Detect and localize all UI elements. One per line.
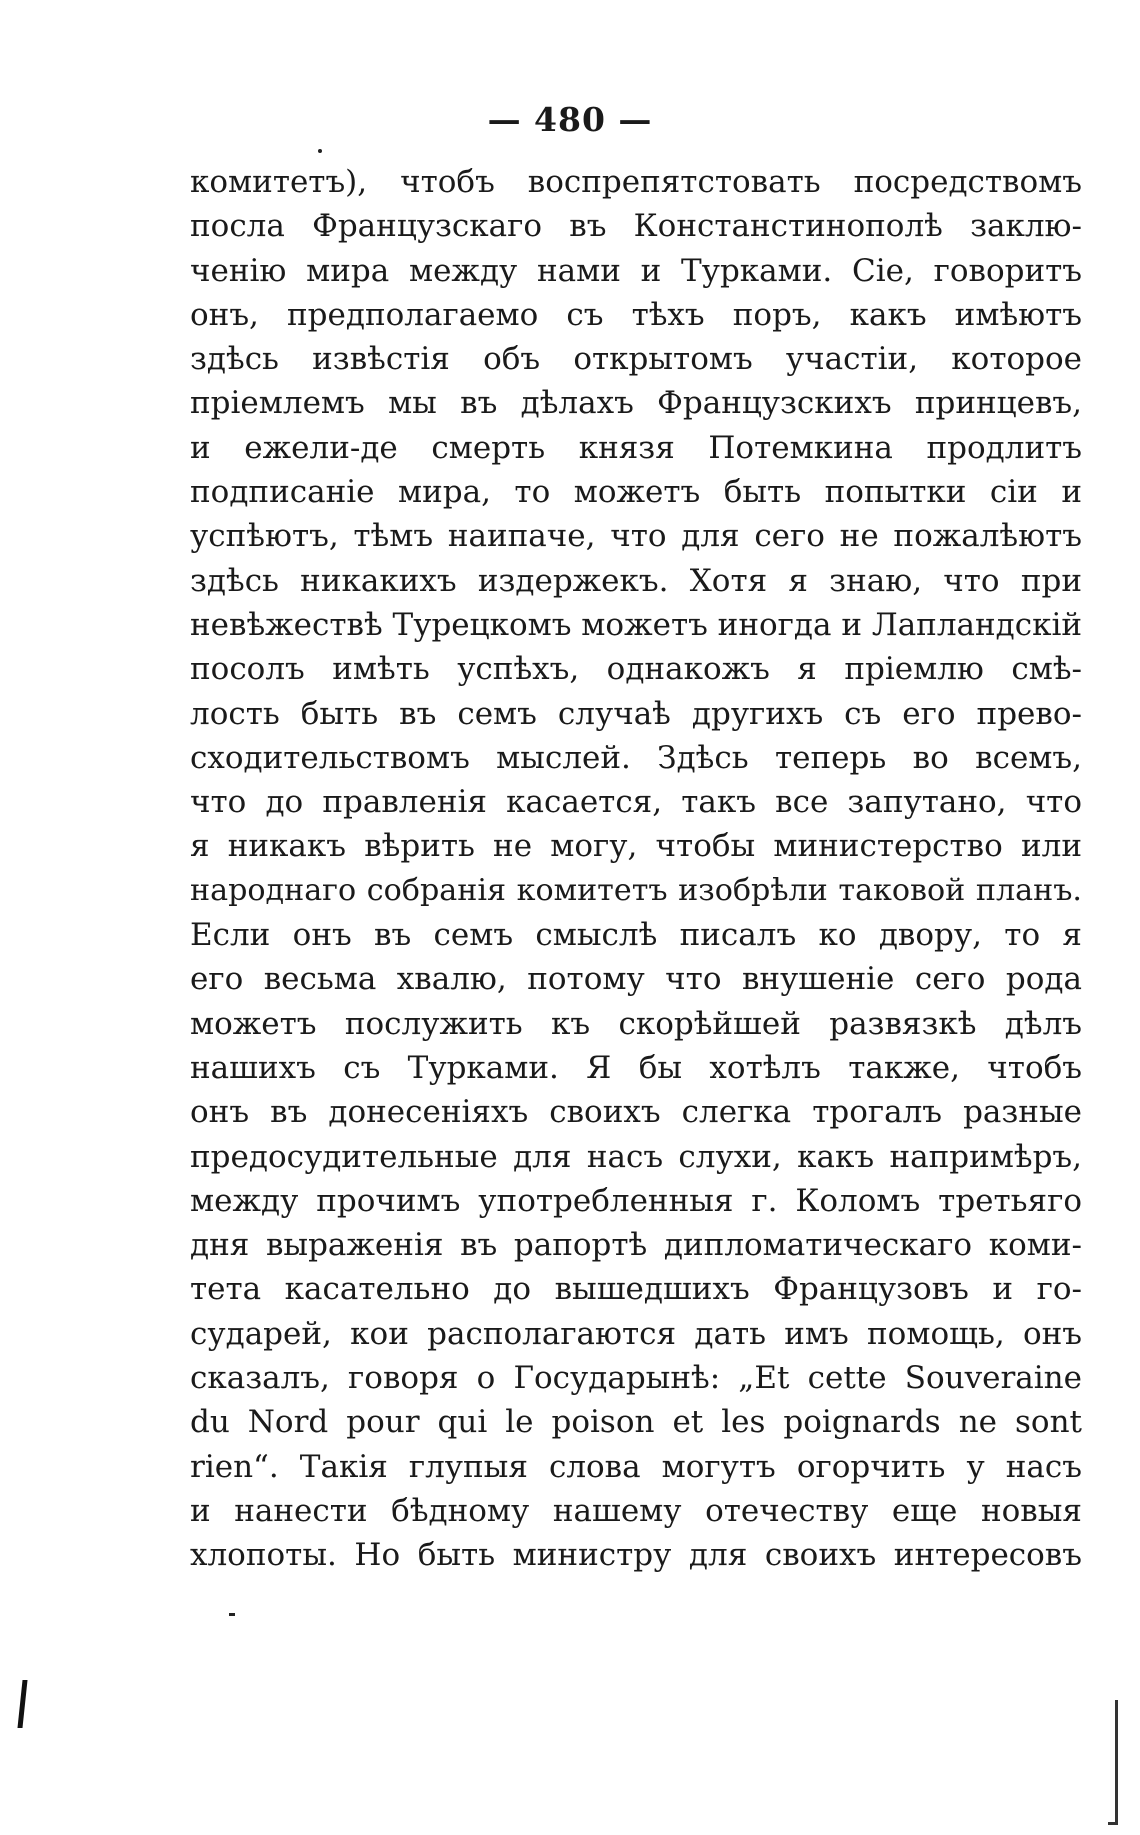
text-line: успѣютъ, тѣмъ наипаче, что для сего не пожалѣютъ <box>190 518 1082 555</box>
text-line: можетъ послужить къ скорѣйшей развязкѣ дѣлъ <box>190 1005 1082 1042</box>
text-line: невѣжествѣ Турецкомъ можетъ иногда и Лапландскій <box>190 606 1083 643</box>
scan-edge-mark-left <box>17 1680 27 1728</box>
text-line: комитетъ), чтобъ воспрепятстовать посредствомъ <box>190 164 1082 200</box>
print-speck <box>318 149 322 153</box>
page-number: — 480 — <box>487 100 653 139</box>
scan-edge-mark-right-foot <box>1108 1822 1118 1825</box>
text-line: что до правленія касается, такъ все запутано, что <box>190 784 1082 821</box>
text-line: здѣсь никакихъ издержекъ. Хотя я знаю, что при <box>190 562 1082 599</box>
text-line: и нанести бѣдному нашему отечеству еще новыя <box>190 1492 1082 1529</box>
text-line: лость быть въ семъ случаѣ другихъ съ его прево- <box>190 695 1082 732</box>
text-line: дня выраженія въ рапортѣ дипломатическаго коми- <box>190 1227 1082 1264</box>
text-line: его весьма хвалю, потому что внушеніе сего рода <box>190 961 1082 998</box>
body-text <box>190 160 1082 1578</box>
text-line: и ежели-де смерть князя Потемкина продлитъ <box>190 429 1082 466</box>
text-line: rien“. Такія глупыя слова могутъ огорчить у насъ <box>190 1448 1082 1485</box>
text-line: посла Французскаго въ Констанстинополѣ заклю- <box>190 208 1082 245</box>
print-speck <box>229 1613 235 1616</box>
text-line: между прочимъ употребленныя г. Коломъ третьяго <box>190 1182 1082 1219</box>
text-line: здѣсь извѣстія объ открытомъ участіи, которое <box>190 341 1082 378</box>
text-line: хлопоты. Но быть министру для своихъ интересовъ <box>190 1537 1082 1574</box>
text-line: подписаніе мира, то можетъ быть попытки сіи и <box>190 474 1082 511</box>
text-line: сказалъ, говоря о Государынѣ: „Et cette Souveraine <box>190 1360 1082 1397</box>
text-line: Если онъ въ семъ смыслѣ писалъ ко двору, то я <box>190 917 1082 954</box>
scan-edge-mark-right <box>1115 1700 1118 1825</box>
text-line: народнаго собранія комитетъ изобрѣли таковой планъ. <box>190 872 1082 908</box>
text-line: сходительствомъ мыслей. Здѣсь теперь во всемъ, <box>190 739 1082 776</box>
text-line: ченію мира между нами и Турками. Сіе, говоритъ <box>190 252 1082 289</box>
text-line: посолъ имѣть успѣхъ, однакожъ я пріемлю смѣ- <box>190 651 1082 688</box>
text-line: пріемлемъ мы въ дѣлахъ Французскихъ принцевъ, <box>190 385 1082 422</box>
text-line: du Nord pour qui le poison et les poignards ne sont <box>190 1404 1082 1441</box>
text-line: онъ въ донесеніяхъ своихъ слегка трогалъ разные <box>190 1094 1082 1131</box>
text-line: сударей, кои располагаются дать имъ помощь, онъ <box>190 1315 1082 1352</box>
text-line: онъ, предполагаемо съ тѣхъ поръ, какъ имѣютъ <box>190 296 1082 333</box>
text-line: нашихъ съ Турками. Я бы хотѣлъ также, чтобъ <box>190 1049 1082 1086</box>
text-line: я никакъ вѣрить не могу, чтобы министерство или <box>190 828 1082 865</box>
text-line: тета касательно до вышедшихъ Французовъ и го- <box>190 1271 1082 1308</box>
text-line: предосудительные для насъ слухи, какъ напримѣръ, <box>190 1138 1082 1175</box>
